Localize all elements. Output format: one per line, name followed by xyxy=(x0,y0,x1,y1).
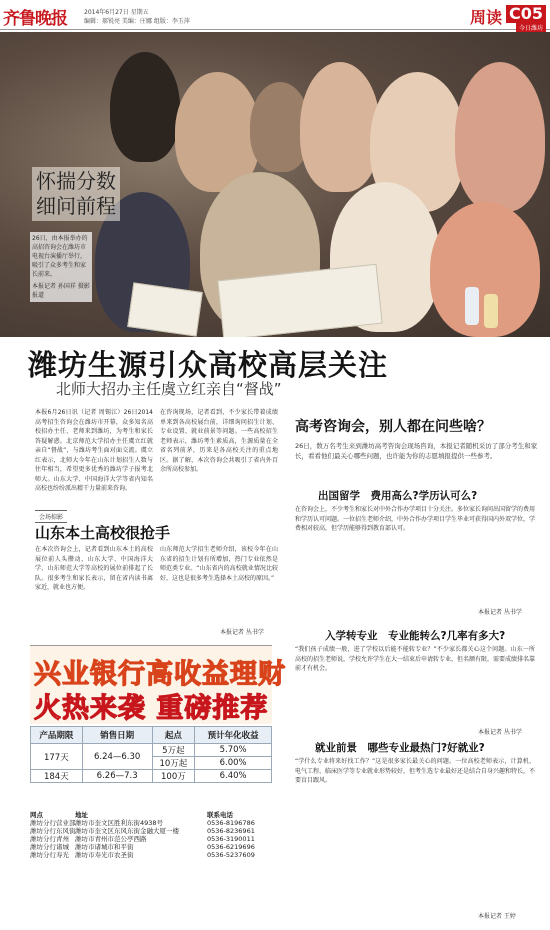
table-header: 产品期限 xyxy=(31,727,83,744)
photo-headline xyxy=(32,167,120,221)
q3-heading: 就业前景 哪些专业最热门?好就业? xyxy=(315,742,485,754)
table-cell: 10万起 xyxy=(152,757,195,770)
branch-list xyxy=(30,811,272,859)
branch-name: 潍坊分行东风街 xyxy=(30,827,76,835)
section-body-col1: 在本次咨询会上，记者看到山东本土的高校展位前人头攒动，山东大学、中国海洋大学、山东师范大学等高校的展位前排起了长队。很多考生和家长表示，留在省内读书离家近，就业也方便。 xyxy=(35,546,153,591)
right-title: 高考咨询会，别人都在问些啥？ xyxy=(295,419,491,435)
table-cell: 6.26—7.3 xyxy=(82,770,152,783)
branch-name: 潍坊分行青州 xyxy=(30,835,69,843)
page-section-tag: 今日潍坊 xyxy=(516,23,546,32)
table-cell: 100万 xyxy=(152,770,195,783)
article-subtitle: 北师大招办主任虞立红亲自“督战” xyxy=(56,380,282,398)
branch-phone: 0536-5237609 xyxy=(207,851,255,859)
photo-headline-line: 怀揣分数 xyxy=(36,169,116,193)
list-item xyxy=(30,851,272,859)
section-name: 周读 xyxy=(469,8,502,27)
section-title: 山东本土高校很抢手 xyxy=(35,524,171,542)
list-item xyxy=(30,843,272,851)
ad-headline-line2: 火热来袭 重磅推荐 xyxy=(34,693,269,724)
section-byline: 本报记者 丛书学 xyxy=(220,629,264,636)
branch-address: 潍坊市寿光市农圣街 xyxy=(75,851,134,859)
branch-address: 潍坊市青州市范公亭西路 xyxy=(75,835,147,843)
photo-caption xyxy=(30,232,92,302)
branch-address: 潍坊市奎文区东风东街金融大厦一楼 xyxy=(75,827,179,835)
bank-advertisement xyxy=(30,645,286,930)
q3-byline: 本报记者 王婷 xyxy=(478,913,516,920)
table-cell: 5.70% xyxy=(195,744,272,757)
section-body-col2: 山东师范大学招生老师介绍，该校今年在山东省的招生计划有所增加，热门专业依然是师范类专业。“山东省内的高校就业情况比较好，这也是很多考生选择本土高校的原因。” xyxy=(160,546,278,582)
q1-byline: 本报记者 丛书学 xyxy=(478,609,522,616)
branch-name: 潍坊分行诸城 xyxy=(30,843,69,851)
branch-col-header: 联系电话 xyxy=(207,811,233,819)
branch-name: 潍坊分行营业部 xyxy=(30,819,76,827)
table-cell: 184天 xyxy=(31,770,83,783)
table-cell: 6.40% xyxy=(195,770,272,783)
photo-headline-line: 细问前程 xyxy=(36,194,116,218)
news-photo xyxy=(0,32,550,337)
list-item xyxy=(30,819,272,827)
branch-phone: 0536-8196786 xyxy=(207,819,255,827)
branch-col-header: 地址 xyxy=(75,811,88,819)
editor-line: 编辑：郝锐亮 美编：庄娜 组版：李玉萍 xyxy=(84,18,190,25)
page-number: C05 xyxy=(506,5,546,23)
right-lead: 26日，数万名考生来到潍坊高考咨询会现场咨询，本报记者随机采访了部分考生和家长，看看他们最关心哪些问题，也许能为你的志愿填报提供一些参考。 xyxy=(295,442,538,460)
list-item xyxy=(30,827,272,835)
article-body-col2: 在咨询现场，记者看到，不少家长带着成绩单来到各高校展台前，详细询问招生计划、专业设置、就业前景等问题。一些高校招生老师表示，潍坊考生素质高，生源质量在全省名列前茅，历来是各高校关注的重点地区。据了解，本次咨询会共吸引了省内外百余所高校参加。 xyxy=(160,409,278,473)
list-item xyxy=(30,835,272,843)
branch-list-header xyxy=(30,811,272,819)
section-tag: 会场掠影 xyxy=(35,510,67,523)
q2-heading: 入学转专业 专业能转么?几率有多大? xyxy=(325,630,506,642)
branch-col-header: 网点 xyxy=(30,811,43,819)
product-table xyxy=(30,726,272,783)
branch-phone: 0536-3190011 xyxy=(207,835,255,843)
caption-byline: 本报记者 孙国祥 摄影报道 xyxy=(32,283,90,299)
ad-headline-line1: 兴业银行高收益理财 xyxy=(34,659,286,690)
ad-headline-panel xyxy=(30,646,286,724)
table-header: 预计年化收益 xyxy=(195,727,272,744)
branch-address: 潍坊市奎文区胜利东街4938号 xyxy=(75,819,164,827)
branch-phone: 0536-8236961 xyxy=(207,827,255,835)
table-row xyxy=(31,744,272,757)
table-header: 起点 xyxy=(152,727,195,744)
article-body-col1: 本报6月26日讯（记者 周锡江）26日2014高考招生咨询会在潍坊市开幕，众多知名高校招办主任、老师来到潍坊，为考生和家长答疑解惑。北京师范大学招办主任虞立红就亲自“督战”，与潍坊考生面对面交流。虞立红表示，北师大今年在山东计划招生人数与往年相当，希望更多优秀的潍坊学子报考北师大。山东大学、中国海洋大学等省内知名高校也纷纷派出精干力量前来咨询。 xyxy=(35,409,153,492)
page-header xyxy=(0,0,550,30)
q1-heading: 出国留学 费用高么?学历认可么? xyxy=(318,490,478,502)
table-cell: 6.24—6.30 xyxy=(82,744,152,770)
masthead-logo: 齐鲁晚报 xyxy=(3,9,67,29)
table-cell: 6.00% xyxy=(195,757,272,770)
caption-text: 26日，由本报举办的高招咨询会在潍坊市电视台演播厅举行，吸引了众多考生和家长前来。 xyxy=(32,235,88,278)
q1-body: 在咨询会上，不少考生和家长对中外合作办学项目十分关注。多位家长询问出国留学的费用和学历认可问题。一位招生老师介绍，中外合作办学项目学生毕业可获得国内外双学位，学费相对较高，但学历能够得到教育部认可。 xyxy=(295,506,535,532)
branch-name: 潍坊分行寿光 xyxy=(30,851,69,859)
branch-phone: 0536-6219696 xyxy=(207,843,255,851)
table-header: 销售日期 xyxy=(82,727,152,744)
date-line: 2014年6月27日 星期五 xyxy=(84,9,149,16)
q2-body: “我们孩子成绩一般，进了学校以后能不能转专业？”不少家长都关心这个问题。山东一所高校的招生老师说，学校允许学生在大一结束后申请转专业，但名额有限，需要成绩排名靠前才有机会。 xyxy=(295,646,535,672)
article-title: 潍坊生源引众高校高层关注 xyxy=(28,348,389,382)
table-cell: 5万起 xyxy=(152,744,195,757)
table-row xyxy=(31,770,272,783)
q2-byline: 本报记者 丛书学 xyxy=(478,729,522,736)
q3-body: “学什么专业将来好找工作？”这是很多家长最关心的问题。一位高校老师表示，计算机、电气工程、临床医学等专业就业形势较好，但考生选专业最好还是结合自身兴趣和特长，不要盲目跟风。 xyxy=(295,758,535,784)
branch-address: 潍坊市诸城市和平街 xyxy=(75,843,134,851)
table-cell: 177天 xyxy=(31,744,83,770)
